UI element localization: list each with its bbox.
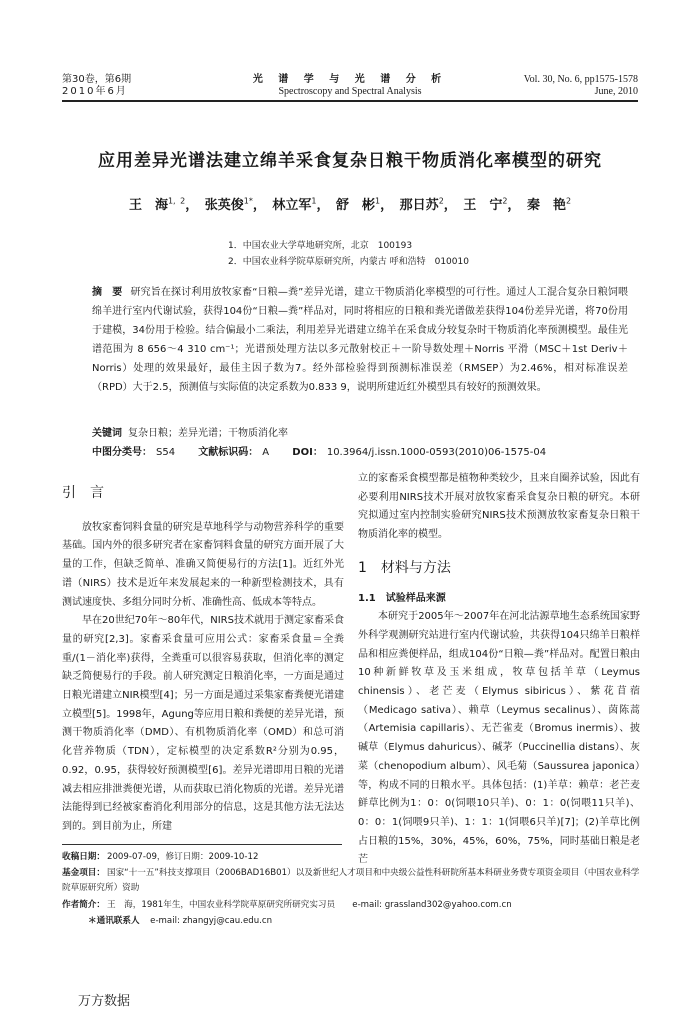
clc-value: S54 [156,447,176,458]
doc-code-value: A [262,447,270,458]
intro-paragraph-1: 放牧家畜饲料食量的研究是草地科学与动物营养科学的重要基础。国内外的很多研究者在家畜饲料食量的研究方面开展了大量的工作，但缺乏简单、准确又简便易行的方法[1]。近红外光谱（NIRS）技术是近年来发展起来的一种新型检测技术，具有测试速度快、多组分同时分析、准确性高、低成本等特点。 [62,521,344,608]
doc-code-label: 文献标识码： [198,447,259,458]
classification [92,443,628,462]
intro-continued: 立的家畜采食模型都是植物种类较少，且来自圈养试验，因此有必要利用NIRS技术开展对放牧家畜采食复杂日粮的研究。本研究拟通过室内控制实验研究NIRS技术预测放牧家畜复杂日粮干物质消化率的模型。 [358,473,640,541]
footnote-funding: 基金项目： 国家“十一五”科技支撑项目（2006BAD16B01）以及新世纪人才项目和中央级公益性科研院所基本科研业务费专项资金项目（中国农业科学院草原研究所）资助 [62,868,640,893]
right-column [358,470,640,870]
footnote-author-bio: 作者简介： 王 海，1981年生，中国农业科学院草原研究所研究实习员 e-mail: grassland302@yahoo.com.cn [62,900,512,910]
subsection-heading-samples: 1.1 试验样品来源 [358,592,446,604]
footnote-received: 收稿日期： 2009-07-09，修订日期：2009-10-12 [62,852,259,862]
abstract-label: 摘 要 [92,287,123,298]
volume-pages: Vol. 30, No. 6, pp1575-1578 [523,74,638,85]
doi-value: 10.3964/j.issn.1000-0593(2010)06-1575-04 [326,447,547,458]
author-list: 王 海$^{1, 2}$， 张英俊$^{1*}$， 林立军$^1$， 舒 彬$^1$， 那日苏$^2$， 王 宁$^2$， 秦 艳$^2$ [128,196,572,213]
affiliation-2: 2．中国农业科学院草原研究所，内蒙古 呼和浩特 010010 [228,257,469,267]
author: 张英俊$^{1*}$ [204,196,253,213]
author: 王 海$^{1, 2}$ [128,196,186,213]
keywords: 关键词 复杂日粮；差异光谱；干物质消化率 [92,428,288,439]
abstract-text: 研究旨在探讨利用放牧家畜“日粮—粪”差异光谱，建立干物质消化率模型的可行性。通过人工混合复杂日粮饲喂绵羊进行室内代谢试验，获得104份“日粮—粪”样品对，同时将相应的日粮和粪光谱做差获得104份差异光谱，将70份用于建模，34份用于检验。结合偏最小二乘法，利用差异光谱建立绵羊在采食成分较复杂时干物质消化率预测模型。最佳光谱范围为 8 656～4 310 cm⁻¹；光谱预处理方法以多元散射校正＋一阶导数处理＋Norris 平滑（MSC＋1st Deriv＋Norris）处理的效果最好，最佳主因子数为7。经外部检验得到预测标准误差（RMSEP）为2.46%，相对标准误差（RPD）大于2.5，预测值与实际值的决定系数为0.833 9，说明所建近红外模型具有较好的预测效果。 [92,287,628,393]
volume-info-en [524,74,638,98]
intro-heading: 引 言 [62,485,104,501]
methods-paragraph: 本研究于2005年～2007年在河北沽源草地生态系统国家野外科学观测研究站进行室内代谢试验，共获得104只绵羊日粮样品和相应粪便样品，组成104份“日粮—粪”样品对。配置日粮由10种新鲜牧草及玉米组成，牧草包括羊草（Leymus chinensis）、老芒麦（Elymus sibiricus）、紫花苜蓿（Medicago sativa）、赖草（Leymus secalinus）、茵陈蒿（Artemisia capillaris）、无芒雀麦（Bromus inermis）、披碱草（Elymus dahuricus）、碱茅（Puccinellia distans）、灰菜（chenopodium album）、风毛菊（Saussurea japonica）等，构成不同的日粮水平。具体包括：(1)羊草：赖草：老芒麦鲜草比例为1：0：0(饲喂10只羊)、0：1：0(饲喂11只羊)、0：0：1(饲喂9只羊)、1：1：1(饲喂6只羊)[7]；(2)羊草比例占日粮的15%，30%，45%，60%，75%，同时基础日粮是老芒 [358,611,640,866]
intro-paragraph-2: 早在20世纪70年～80年代，NIRS技术就用于测定家畜采食量的研究[2,3]。家畜采食量可应用公式：家畜采食量＝全粪重/(1－消化率)获得，全粪重可以很容易获取，但消化率的测定缺乏简便易行的手段。前人研究测定日粮消化率，一方面是通过日粮光谱建立NIR模型[4]；另一方面是通过采集家畜粪便光谱建立模型[5]。1998年，Agung等应用日粮和粪便的差异光谱，预测干物质消化率（DMD）、有机物质消化率（OMD）和总可消化营养物质（TDN），定标模型的决定系数R²分别为0.95，0.92，0.95，获得较好预测模型[6]。差异光谱即用日粮的光谱减去相应排泄粪便光谱，从而获取已消化物质的光谱。差异光谱法能得到已经被家畜消化利用部分的信息，这是其他方法无法达到的。到目前为止，所建 [62,615,344,832]
keywords-block [92,424,628,462]
affiliation-1: 1．中国农业大学草地研究所，北京 100193 [228,241,413,251]
section-heading-materials-methods: 1 材料与方法 [358,559,451,576]
author: 王 宁$^2$ [463,196,508,213]
left-column [62,484,344,837]
volume-issue: 第30卷，第6期 [62,74,132,85]
author: 舒 彬$^1$ [336,196,381,213]
abstract [92,283,628,397]
author: 那日苏$^2$ [399,196,444,213]
footnote-rule [62,844,342,845]
author: 秦 艳$^2$ [526,196,572,213]
paper-title: 应用差异光谱法建立绵羊采食复杂日粮干物质消化率模型的研究 [98,151,602,171]
clc-label: 中图分类号： [92,447,152,458]
journal-name-en: Spectroscopy and Spectral Analysis [278,86,422,97]
author: 林立军$^1$ [272,196,317,213]
doi-label: DOI： [292,447,323,458]
issue-date: 2010年6月 [62,86,128,97]
journal-name-cn: 光 谱 学 与 光 谱 分 析 [252,74,448,85]
issue-month: June, 2010 [594,86,638,97]
database-watermark: 万方数据 [78,994,131,1009]
footnote-corresponding: ＊通讯联系人 e-mail: zhangyj@cau.edu.cn [88,916,273,926]
header-rule [62,100,638,102]
